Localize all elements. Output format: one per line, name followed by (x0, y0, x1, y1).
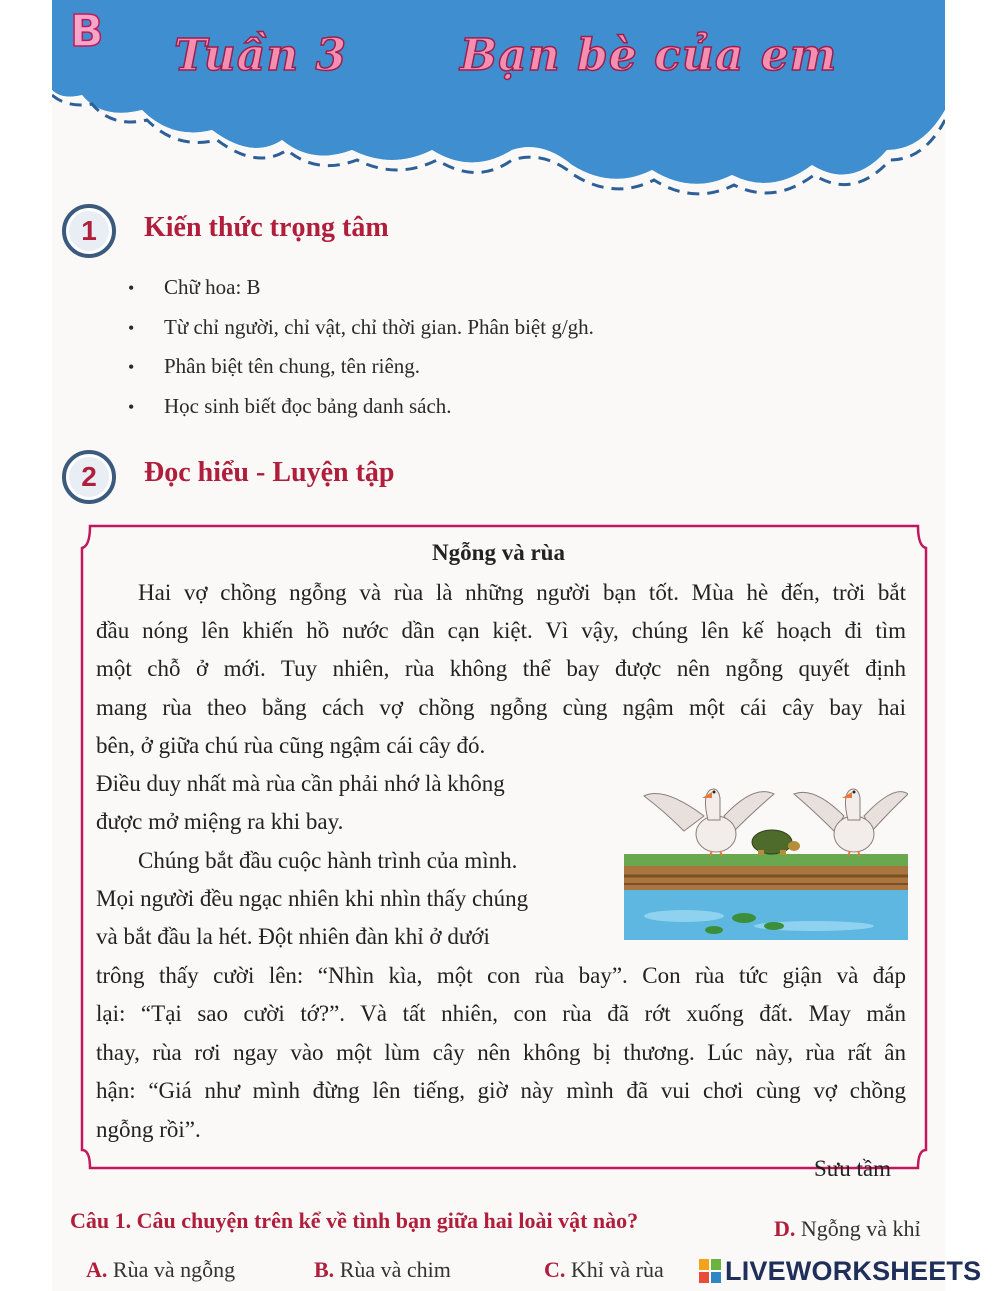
option-letter: B. (314, 1257, 335, 1282)
option-letter: D. (774, 1216, 796, 1241)
option-label: Khỉ và rùa (570, 1257, 664, 1282)
story-line-3: một chỗ ở mới. Tuy nhiên, rùa không thể bay được nên ngỗng quyết định (96, 656, 906, 681)
worksheet-page (52, 0, 945, 1291)
geese-turtle-illustration (624, 776, 908, 940)
list-item: • Từ chỉ người, chỉ vật, chỉ thời gian. Phân biệt g/gh. (128, 308, 594, 348)
section-2-number-badge: 2 (62, 450, 116, 504)
story-line-8: Chúng bắt đầu cuộc hành trình của mình. (138, 848, 518, 873)
section-1-title: Kiến thức trọng tâm (144, 212, 389, 243)
story-title: Ngỗng và rùa (432, 540, 565, 565)
story-line-12: lại: “Tại sao cười tớ?”. Và tất nhiên, con rùa đã rớt xuống đất. May mắn (96, 1001, 906, 1026)
section-1-number-badge: 1 (62, 204, 116, 258)
story-line-9: Mọi người đều ngạc nhiên khi nhìn thấy chúng (96, 886, 529, 911)
option-letter: A. (86, 1257, 108, 1282)
liveworksheets-brand: LIVEWORKSHEETS (725, 1255, 982, 1286)
story-line-4: mang rùa theo bằng cách vợ chồng ngỗng cùng ngậm một cái cây bay hai (96, 695, 906, 720)
option-label: Rùa và ngỗng (112, 1257, 236, 1282)
story-line-10: và bắt đầu la hét. Đột nhiên đàn khỉ ở dưới (96, 924, 490, 949)
unit-title: Bạn bè của em (460, 30, 838, 81)
unit-letter-badge: B (70, 6, 104, 57)
story-line-15: ngỗng rồi”. (96, 1117, 201, 1142)
story-line-7: được mở miệng ra khi bay. (96, 809, 344, 834)
question-1-text: Câu 1. Câu chuyện trên kể về tình bạn giữa hai loài vật nào? (70, 1208, 639, 1233)
list-item: • Học sinh biết đọc bảng danh sách. (128, 387, 594, 427)
story-line-11: trông thấy cười lên: “Nhìn kìa, một con rùa bay”. Con rùa tức giận và đáp (96, 963, 906, 988)
list-item: • Chữ hoa: B (128, 268, 594, 308)
story-line-1: Hai vợ chồng ngỗng và rùa là những người bạn tốt. Mùa hè đến, trời bắt (138, 580, 906, 605)
section-2-title: Đọc hiểu - Luyện tập (144, 457, 395, 488)
story-line-6: Điều duy nhất mà rùa cần phải nhớ là không (96, 771, 505, 796)
answer-option-c[interactable] (544, 1257, 664, 1283)
story-line-5: bên, ở giữa chú rùa cũng ngậm cái cây đó. (96, 733, 486, 758)
story-source: Sưu tầm (814, 1156, 891, 1181)
liveworksheets-watermark[interactable] (698, 1254, 981, 1288)
liveworksheets-logo-icon (698, 1258, 722, 1284)
answer-option-b[interactable] (314, 1257, 451, 1283)
option-letter: C. (544, 1257, 566, 1282)
answer-option-d[interactable] (774, 1216, 921, 1242)
story-line-2: đầu nóng lên khiến hồ nước dần cạn kiệt. Vì vậy, chúng lên kế hoạch đi tìm (96, 618, 906, 643)
week-title: Tuần 3 (174, 30, 348, 81)
option-label: Rùa và chim (339, 1257, 451, 1282)
story-line-14: hận: “Giá như mình đừng lên tiếng, giờ này mình đã vui chơi cùng vợ chồng (96, 1078, 906, 1103)
story-line-13: thay, rùa rơi ngay vào một lùm cây nên không bị thương. Lúc này, rùa rất ân (96, 1040, 906, 1065)
list-item: • Phân biệt tên chung, tên riêng. (128, 347, 594, 387)
option-label: Ngỗng và khỉ (800, 1216, 921, 1241)
answer-option-a[interactable] (86, 1257, 235, 1283)
